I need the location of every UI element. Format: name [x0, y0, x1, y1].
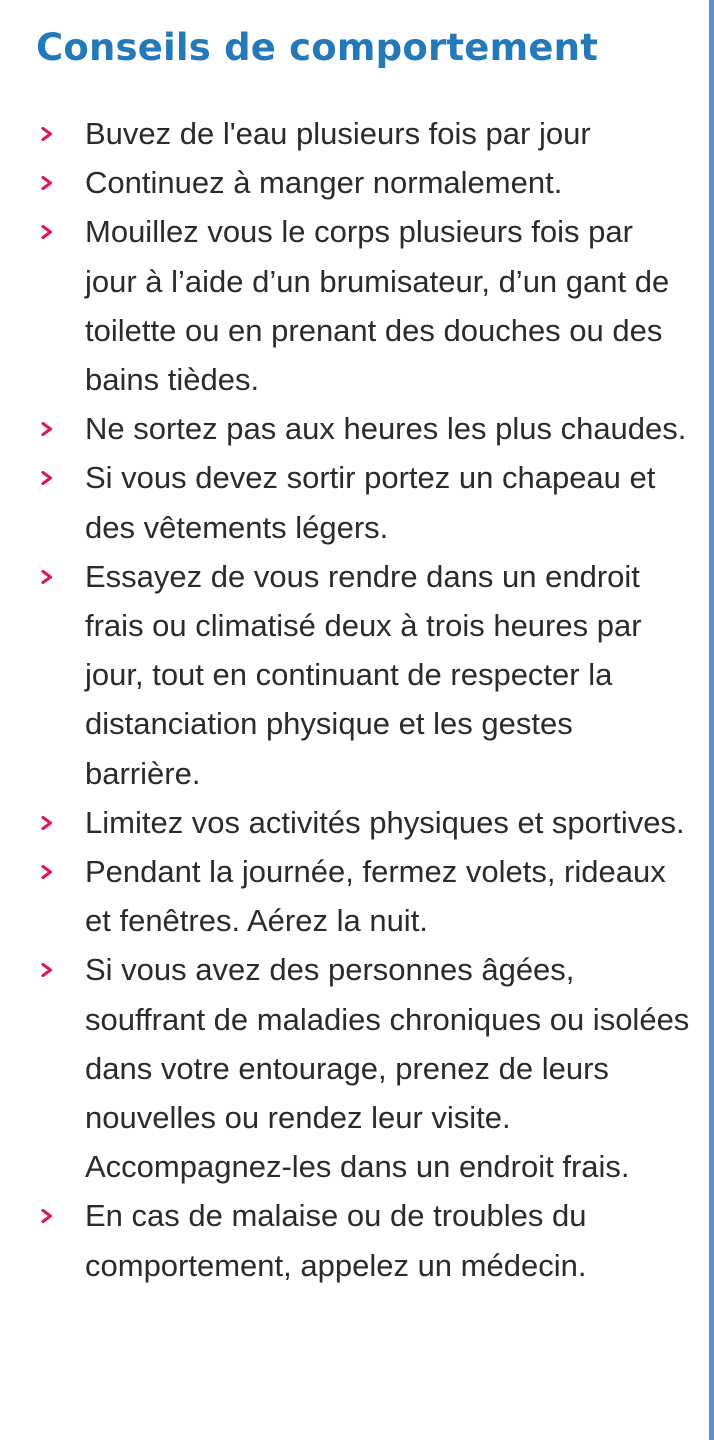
- chevron-right-icon: [40, 471, 54, 485]
- advice-item: [0, 453, 690, 551]
- advice-item: [0, 109, 690, 158]
- advice-item: [0, 798, 690, 847]
- advice-text: Ne sortez pas aux heures les plus chaudes.: [85, 411, 687, 447]
- advice-item: [0, 158, 690, 207]
- advice-text: Essayez de vous rendre dans un endroit frais ou climatisé deux à trois heures par jour, tout en continuant de respecter la distanciation physique et les gestes barrière.: [85, 558, 642, 791]
- chevron-right-icon: [40, 963, 54, 977]
- advice-item: [0, 207, 690, 404]
- advice-item: [0, 1191, 690, 1289]
- right-border-accent: [709, 0, 714, 1440]
- advice-item: [0, 404, 690, 453]
- chevron-right-icon: [40, 225, 54, 239]
- advice-text: Continuez à manger normalement.: [85, 165, 563, 201]
- chevron-right-icon: [40, 422, 54, 436]
- advice-item: [0, 945, 690, 1191]
- advice-text: Si vous avez des personnes âgées, souffrant de maladies chroniques ou isolées dans votre entourage, prenez de leurs nouvelles ou rendez leur visite. Accompagnez-les dans un endroit frais.: [85, 952, 690, 1185]
- advice-text: En cas de malaise ou de troubles du comportement, appelez un médecin.: [85, 1198, 587, 1283]
- chevron-right-icon: [40, 816, 54, 830]
- chevron-right-icon: [40, 127, 54, 141]
- advice-text: Pendant la journée, fermez volets, rideaux et fenêtres. Aérez la nuit.: [85, 854, 666, 939]
- advice-item: [0, 847, 690, 945]
- advice-text: Limitez vos activités physiques et sportives.: [85, 804, 685, 840]
- chevron-right-icon: [40, 1209, 54, 1223]
- chevron-right-icon: [40, 570, 54, 584]
- chevron-right-icon: [40, 176, 54, 190]
- section-title: Conseils de comportement: [36, 26, 599, 69]
- advice-text: Si vous devez sortir portez un chapeau et des vêtements légers.: [85, 460, 656, 545]
- advice-item: [0, 552, 690, 798]
- chevron-right-icon: [40, 865, 54, 879]
- advice-list: [0, 109, 690, 1290]
- advice-text: Mouillez vous le corps plusieurs fois par jour à l’aide d’un brumisateur, d’un gant de toilette ou en prenant des douches ou des bains tièdes.: [85, 214, 670, 398]
- advice-text: Buvez de l'eau plusieurs fois par jour: [85, 116, 591, 151]
